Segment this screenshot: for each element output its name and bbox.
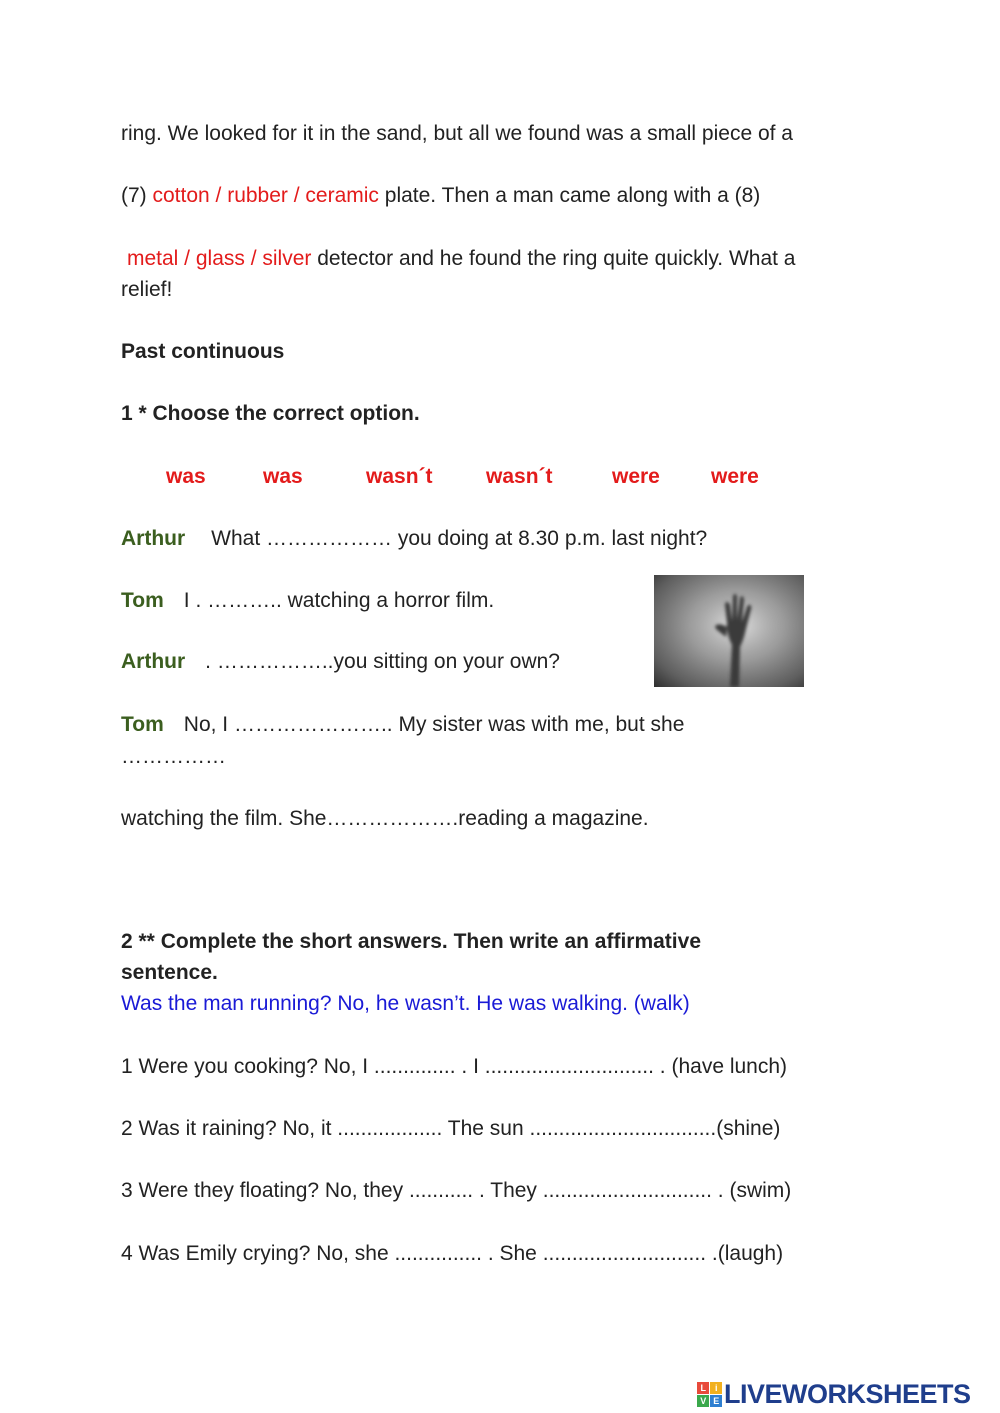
exercise-item: 1 Were you cooking? No, I .............. . I ............................. . (have lunch) xyxy=(121,1055,788,1078)
reading-text: plate. Then a man came along with a (8) xyxy=(378,184,761,207)
dialogue-text: I . ……….. watching a horror film. xyxy=(183,589,495,612)
reading-line-2 xyxy=(121,183,760,209)
word-bank-item[interactable]: were xyxy=(711,465,759,488)
word-bank-item[interactable]: was xyxy=(263,465,303,488)
dialogue-line xyxy=(121,712,684,738)
exercise-item: 2 Was it raining? No, it .................. The sun ................................(shine) xyxy=(121,1117,781,1140)
section-heading: Past continuous xyxy=(121,340,285,363)
logo-text: LIVEWORKSHEETS xyxy=(724,1378,971,1409)
exercise-2-title: 2 ** Complete the short answers. Then write an affirmative xyxy=(121,930,701,953)
item-number: (7) xyxy=(121,184,153,207)
word-bank-item[interactable]: was xyxy=(166,465,206,488)
dialogue-text: What ……………… you doing at 8.30 p.m. last night? xyxy=(211,527,708,550)
logo-mark-letter: E xyxy=(710,1395,722,1407)
example-sentence: Was the man running? No, he wasn’t. He was walking. (walk) xyxy=(121,992,690,1015)
speaker-name: Tom xyxy=(121,713,164,736)
exercise-2-title-cont: sentence. xyxy=(121,961,218,984)
speaker-name: Arthur xyxy=(121,527,186,550)
exercise-item: 4 Was Emily crying? No, she ............... . She ............................ .(laugh) xyxy=(121,1242,784,1265)
logo-mark-letter: V xyxy=(697,1395,709,1407)
logo-mark-letter: L xyxy=(697,1382,709,1394)
speaker-name: Arthur xyxy=(121,650,186,673)
liveworksheets-logo[interactable] xyxy=(697,1380,971,1408)
word-bank-item[interactable]: were xyxy=(612,465,660,488)
dialogue-continuation: …………… xyxy=(121,745,226,768)
reading-line-3 xyxy=(127,246,795,272)
dialogue-text: No, I ………………….. My sister was with me, but she xyxy=(183,713,685,736)
dialogue-text: . ……………..you sitting on your own? xyxy=(205,650,560,673)
reading-line-4: relief! xyxy=(121,278,173,301)
reading-line-1: ring. We looked for it in the sand, but all we found was a small piece of a xyxy=(121,122,793,145)
logo-mark-letter: i xyxy=(710,1382,722,1394)
option-choice-8[interactable]: metal / glass / silver xyxy=(127,247,312,270)
word-bank-item[interactable]: wasn´t xyxy=(486,465,553,488)
dialogue-line xyxy=(121,649,560,675)
word-bank-item[interactable]: wasn´t xyxy=(366,465,433,488)
hand-silhouette-icon xyxy=(654,575,804,687)
exercise-item: 3 Were they floating? No, they ........... . They ............................. . (swim) xyxy=(121,1179,792,1202)
logo-mark-icon xyxy=(697,1382,722,1407)
dialogue-continuation: watching the film. She……………….reading a magazine. xyxy=(121,807,649,830)
hand-behind-frosted-glass-image xyxy=(654,575,804,687)
option-choice-7[interactable]: cotton / rubber / ceramic xyxy=(152,184,379,207)
exercise-1-title: 1 * Choose the correct option. xyxy=(121,402,420,425)
speaker-name: Tom xyxy=(121,589,164,612)
dialogue-line xyxy=(121,588,494,614)
reading-text: detector and he found the ring quite quickly. What a xyxy=(311,247,796,270)
dialogue-line xyxy=(121,526,707,552)
